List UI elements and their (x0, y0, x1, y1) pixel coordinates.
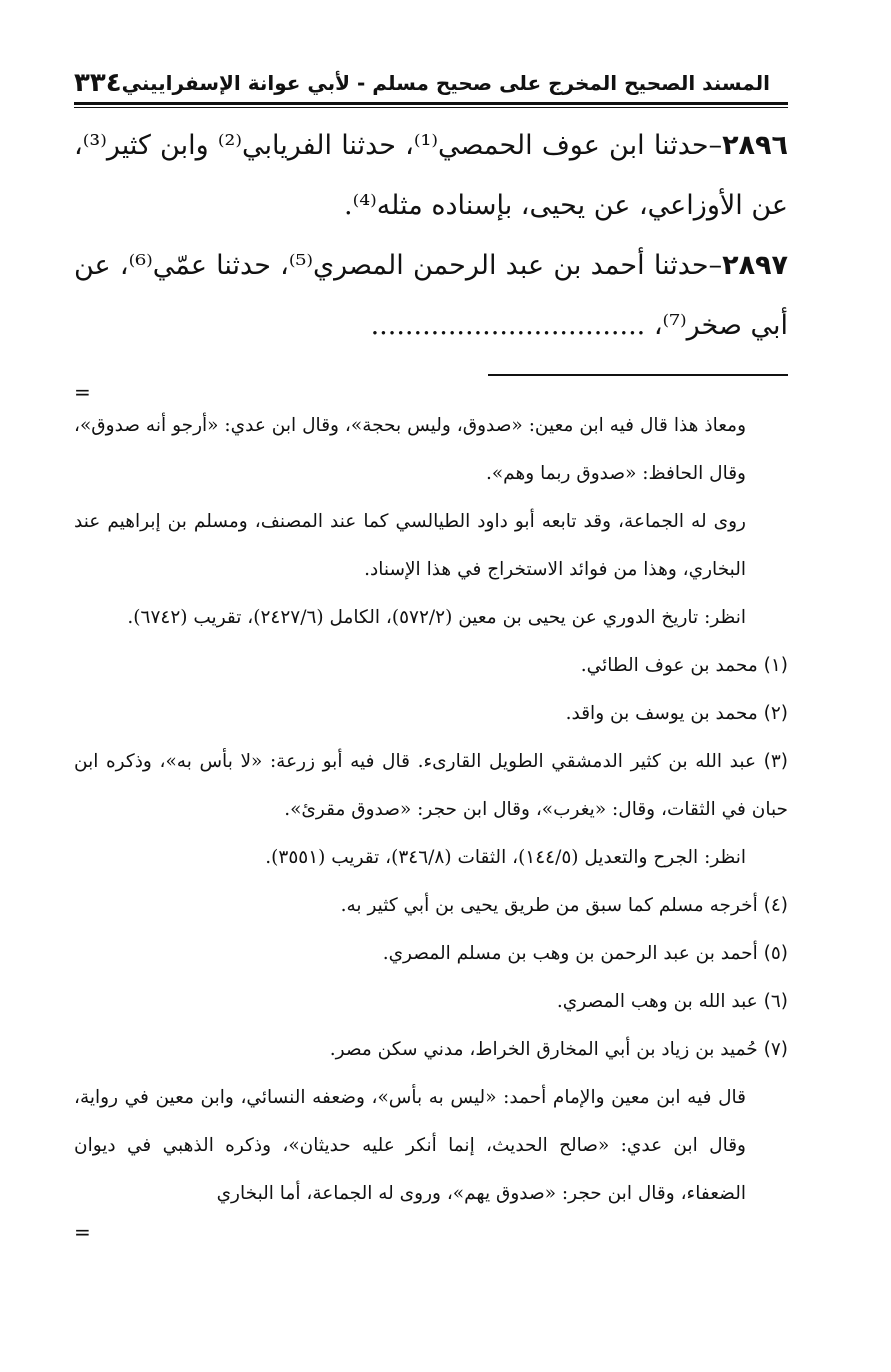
footnote-carryover: انظر: تاريخ الدوري عن يحيى بن معين (٥٧٢/٢)، الكامل (٢٤٢٧/٦)، تقريب (٦٧٤٢). (127, 607, 746, 628)
footnote-text: أحمد بن عبد الرحمن بن وهب بن مسلم المصري. (382, 943, 758, 964)
hadith-text: –حدثنا ابن عوف الحمصي⁽¹⁾، حدثنا الفريابي⁽²⁾ وابن كثير⁽³⁾، عن الأوزاعي، عن يحيى، بإسناده مثله⁽⁴⁾. (74, 130, 788, 221)
main-text (74, 116, 788, 356)
footnote-text: عبد الله بن وهب المصري. (556, 991, 758, 1012)
continuation-mark: = (74, 380, 91, 404)
footnote-text: حُميد بن زياد بن أبي المخارق الخراط، مدني سكن مصر. (329, 1039, 758, 1060)
running-title: المسند الصحيح المخرج على صحيح مسلم - لأبي عوانة الإسفراييني (121, 71, 770, 95)
footnote-number: (٦) (763, 991, 788, 1012)
page-number: ٣٣٤ (74, 68, 122, 98)
footnote-7 (74, 1026, 788, 1074)
footnote-2 (74, 690, 788, 738)
footnote-5 (74, 930, 788, 978)
page-header (74, 60, 788, 100)
footnote-separator (488, 374, 788, 376)
footnote-6 (74, 978, 788, 1026)
footnote-3-references (74, 834, 788, 882)
footnote-number: (٧) (763, 1039, 788, 1060)
footnote-carryover: ومعاذ هذا قال فيه ابن معين: «صدوق، وليس بحجة»، وقال ابن عدي: «أرجو أنه صدوق»، وقال الحافظ: «صدوق ربما وهم». (74, 415, 746, 484)
footnote-number: (٢) (763, 703, 788, 724)
footnote-text: محمد بن يوسف بن واقد. (565, 703, 758, 724)
footnote-1 (74, 642, 788, 690)
header-rule-thin (74, 107, 788, 108)
footnote-number: (٣) (763, 751, 788, 772)
footnote-3 (74, 738, 788, 834)
hadith-number: ٢٨٩٦ (722, 130, 788, 161)
hadith-2896 (74, 116, 788, 236)
footnote-text: أخرجه مسلم كما سبق من طريق يحيى بن أبي كثير به. (340, 895, 758, 916)
footnote-text: انظر: الجرح والتعديل (١٤٤/٥)، الثقات (٣٤٦/٨)، تقريب (٣٥٥١). (265, 847, 746, 868)
hadith-2897 (74, 236, 788, 356)
footnote-number: (٤) (763, 895, 788, 916)
footnote-7-detail: قال فيه ابن معين والإمام أحمد: «ليس به بأس»، وضعفه النسائي، وابن معين في رواية، وقال ابن عدي: «صالح الحديث، إنما أنكر عليه حديثان»، وذكره الذهبي في ديوان الضعفاء، وقال ابن حجر: «صدوق يهم»، وروى له الجماعة، أما البخاري (74, 1087, 746, 1204)
footnote-4 (74, 882, 788, 930)
ellipsis-dots: ................................ (370, 310, 646, 341)
footnote-carryover: روى له الجماعة، وقد تابعه أبو داود الطيالسي كما عند المصنف، ومسلم بن إبراهيم عند البخاري، وهذا من فوائد الاستخراج في هذا الإسناد. (74, 511, 746, 580)
footnote-number: (١) (763, 655, 788, 676)
hadith-text: –حدثنا أحمد بن عبد الرحمن المصري⁽⁵⁾، حدثنا عمّي⁽⁶⁾، عن أبي صخر⁽⁷⁾، (74, 250, 788, 341)
footnotes (74, 402, 788, 1218)
document-page (74, 60, 788, 1246)
hadith-number: ٢٨٩٧ (722, 250, 789, 281)
footnote-text: محمد بن عوف الطائي. (580, 655, 758, 676)
header-rule-thick (74, 102, 788, 105)
footnote-number: (٥) (763, 943, 788, 964)
bottom-continuation-mark: = (74, 1220, 91, 1244)
footnote-text: عبد الله بن كثير الدمشقي الطويل القارىء. قال فيه أبو زرعة: «لا بأس به»، وذكره ابن حبان في الثقات، وقال: «يغرب»، وقال ابن حجر: «صدوق مقرئ». (74, 751, 788, 820)
